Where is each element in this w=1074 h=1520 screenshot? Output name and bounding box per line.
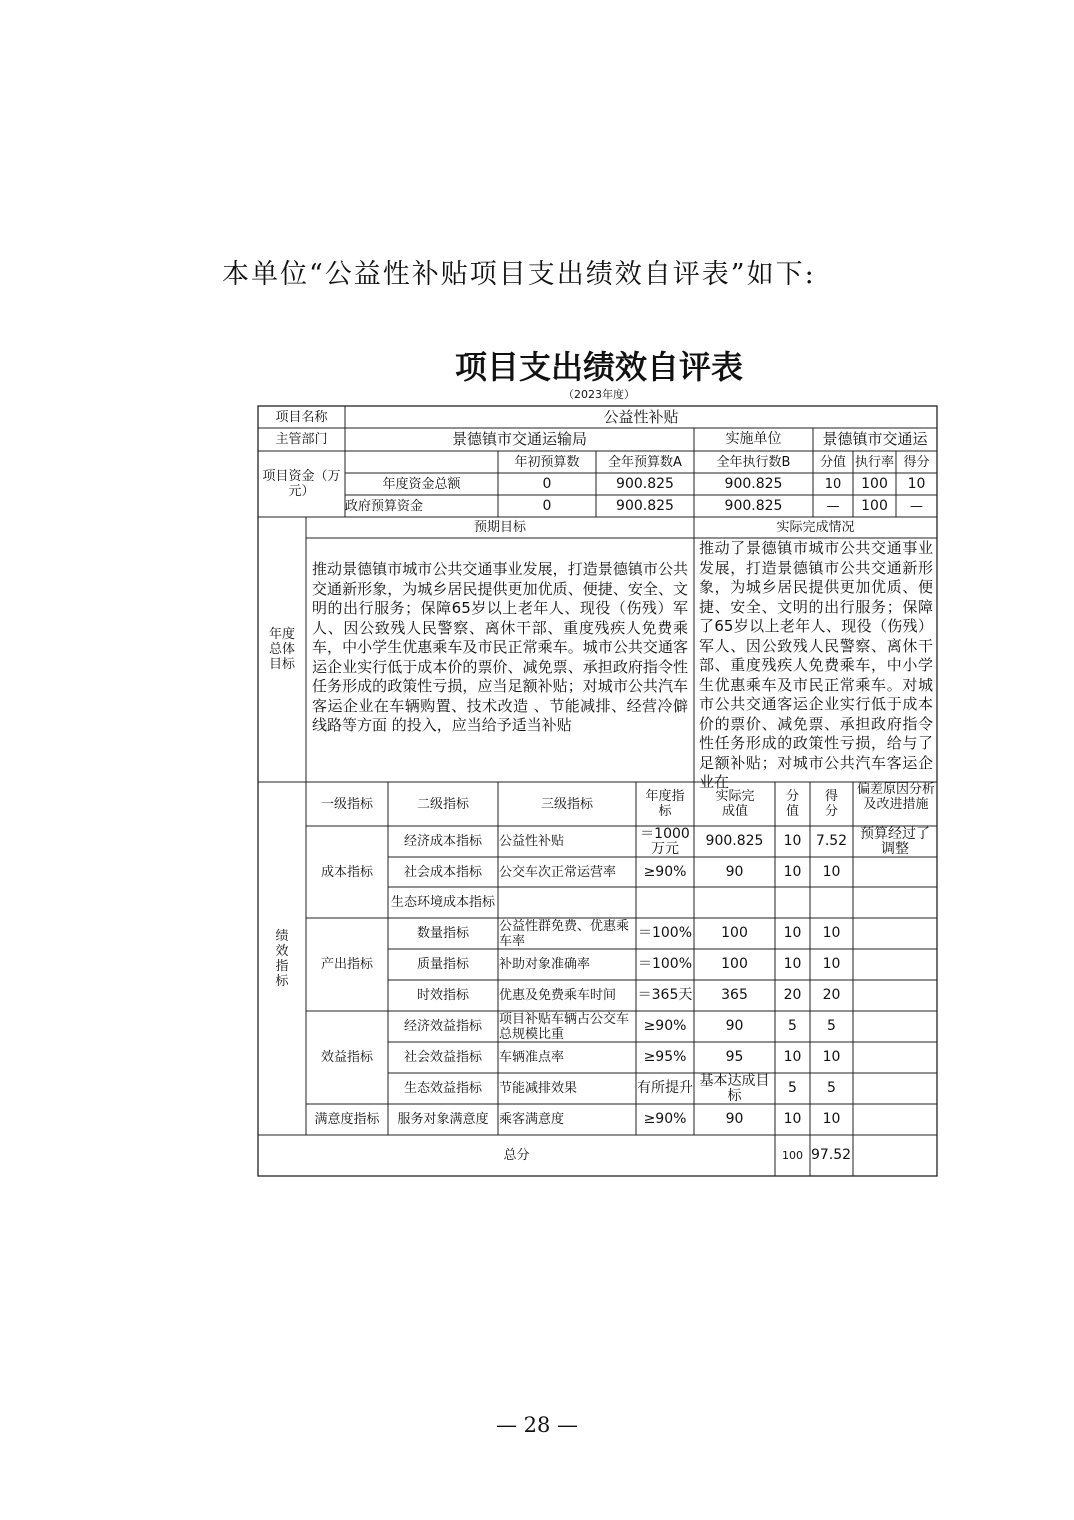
indicator-row-3-actual	[695, 887, 774, 918]
indicators-section-label: 绩效指标	[275, 928, 289, 989]
indicator-row-7-reason	[854, 1011, 936, 1042]
group-output: 产出指标	[320, 957, 373, 972]
indicator-row-2-l2: 社会成本指标	[403, 865, 482, 880]
dept-value: 景德镇市交通运输局	[451, 430, 587, 448]
page-number: — 28 —	[495, 1413, 579, 1437]
goals-section-label: 年度总体目标	[268, 627, 295, 672]
indicator-row-8-l3: 车辆准点率	[499, 1050, 565, 1065]
col-score: 得分	[903, 454, 930, 470]
indicator-row-1-actual: 900.825	[705, 833, 764, 849]
indicator-row-1-score: 7.52	[815, 833, 848, 849]
col-l2: 二级指标	[416, 796, 469, 812]
col-full-budget: 全年预算数A	[608, 454, 682, 470]
indicator-row-5-reason	[854, 949, 936, 980]
actual-goals-text: 推动了景德镇市城市公共交通事业发展，打造景德镇市公共交通新形象，为城乡居民提供更加优质、便捷、安全、文明的出行服务；保障了65岁以上老年人、现役（伤残）军人、因公致残人民警察、离休干部、重度残疾人免费乘车，中小学生优惠乘车及市民正常乘车。对城市公共交通客运企业实行低于成本价的票价、减免票、承担政府指令性任务形成的政策性亏损，给与了足额补贴；对城市公共汽车客运企业在	[699, 539, 933, 791]
indicator-row-3-score	[811, 887, 852, 918]
indicator-row-3-l2: 生态环境成本指标	[390, 895, 495, 910]
total-weight: 10	[824, 476, 842, 492]
indicator-row-5-actual: 100	[721, 956, 748, 972]
indicator-row-7-weight: 5	[788, 1018, 797, 1034]
col-l1: 一级指标	[320, 796, 373, 812]
dept-label: 主管部门	[275, 432, 328, 447]
total-score-sum: 97.52	[810, 1147, 852, 1163]
total-funds-label: 年度资金总额	[382, 476, 461, 492]
indicator-row-5-target: ＝100%	[637, 956, 693, 972]
total-full: 900.825	[616, 475, 674, 492]
indicator-row-5-l2: 质量指标	[416, 957, 469, 972]
indicator-row-7-actual: 90	[725, 1018, 744, 1034]
gov-rate: 100	[861, 497, 888, 514]
indicator-row-10-l2: 服务对象满意度	[397, 1112, 489, 1127]
indicator-row-4-actual: 100	[721, 925, 748, 941]
indicator-row-4-weight: 10	[783, 925, 802, 941]
impl-value: 景德镇市交通运	[822, 430, 928, 448]
indicator-row-1-l3: 公益性补贴	[499, 834, 565, 849]
impl-label: 实施单位	[725, 431, 782, 447]
indicator-row-6-score: 20	[822, 987, 841, 1003]
indicator-row-8-weight: 10	[783, 1049, 802, 1065]
col-exec-rate: 执行率	[854, 454, 894, 470]
indicator-row-5-weight: 10	[783, 956, 802, 972]
indicator-row-7-target: ≥90%	[643, 1018, 687, 1034]
indicator-row-3-weight	[776, 887, 809, 918]
indicator-row-8-actual: 95	[725, 1049, 744, 1065]
total-label: 总分	[503, 1148, 530, 1163]
indicator-row-9-weight: 5	[788, 1080, 797, 1096]
indicator-row-4-target: ＝100%	[637, 925, 693, 941]
col-target: 年度指标	[645, 789, 685, 819]
gov-full: 900.825	[616, 497, 674, 514]
indicator-row-1-reason: 预算经过了调整	[860, 825, 930, 857]
indicator-row-5-score: 10	[822, 956, 841, 972]
indicator-row-6-reason	[854, 980, 936, 1011]
col-weight: 分值	[785, 789, 799, 819]
indicator-row-6-weight: 20	[783, 987, 802, 1003]
col-executed: 全年执行数B	[716, 454, 791, 470]
indicator-row-10-actual: 90	[725, 1111, 744, 1127]
actual-goals-header: 实际完成情况	[776, 520, 855, 535]
indicator-row-1-weight: 10	[783, 833, 802, 849]
indicator-row-4-score: 10	[822, 925, 841, 941]
total-rate: 100	[861, 475, 888, 492]
group-satisfaction: 满意度指标	[314, 1112, 380, 1127]
indicator-row-5-l3: 补助对象准确率	[499, 957, 591, 972]
table-year-text: （2023年度）	[563, 388, 635, 401]
indicator-row-10-l3: 乘客满意度	[499, 1112, 565, 1127]
indicator-row-6-l3: 优惠及免费乘车时间	[499, 988, 617, 1003]
total-initial: 0	[542, 475, 552, 492]
indicator-row-10-weight: 10	[783, 1111, 802, 1127]
indicator-row-9-l2: 生态效益指标	[403, 1081, 482, 1096]
gov-score: —	[910, 498, 923, 514]
indicator-row-4-l3: 公益性群免费、优惠乘车率	[499, 918, 630, 949]
indicator-row-10-target: ≥90%	[643, 1111, 687, 1127]
indicator-row-6-actual: 365	[721, 987, 748, 1003]
indicator-row-10-reason	[854, 1104, 936, 1135]
indicator-row-1-l2: 经济成本指标	[403, 834, 482, 849]
col-actual: 实际完成值	[715, 789, 755, 819]
indicator-row-2-score: 10	[822, 864, 841, 880]
indicator-row-8-score: 10	[822, 1049, 841, 1065]
indicator-row-3-reason	[854, 887, 936, 918]
group-benefit: 效益指标	[320, 1050, 373, 1065]
indicator-row-9-l3: 节能减排效果	[499, 1081, 578, 1096]
indicator-row-3-target	[637, 887, 693, 918]
col-ind-score: 得分	[824, 789, 838, 819]
gov-funds-label: 政府预算资金	[345, 498, 424, 514]
indicator-row-8-reason	[854, 1042, 936, 1073]
indicator-row-4-l2: 数量指标	[416, 926, 469, 941]
col-l3: 三级指标	[540, 796, 593, 812]
gov-initial: 0	[542, 497, 552, 514]
indicator-row-9-reason	[854, 1073, 936, 1104]
total-exec: 900.825	[724, 475, 783, 492]
indicator-row-7-l2: 经济效益指标	[403, 1019, 482, 1034]
expected-goals-text: 推动景德镇市城市公共交通事业发展，打造景德镇市公共交通新形象，为城乡居民提供更加优质、便捷、安全、文明的出行服务；保障65岁以上老年人、现役（伤残）军人、因公致残人民警察、离休干部、重度残疾人免费乘车，中小学生优惠乘车及市民正常乘车。城市公共交通客运企业实行低于成本价的票价、减免票、承担政府指令性任务形成的政策性亏损，应当足额补贴；对城市公共汽车客运企业在车辆购置、技术改造 、节能减排、经营冷僻线路等方面 的投入，应当给予适当补贴	[312, 560, 688, 734]
col-score-weight: 分值	[819, 454, 846, 470]
group-cost: 成本指标	[320, 864, 373, 880]
indicator-row-9-target: 有所提升	[637, 1080, 693, 1096]
indicator-row-8-target: ≥95%	[643, 1049, 687, 1065]
indicator-row-1-target: ＝1000万元	[640, 825, 690, 857]
expected-goals-header: 预期目标	[473, 520, 526, 535]
funds-label: 项目资金（万元）	[262, 469, 341, 499]
col-initial-budget: 年初预算数	[514, 454, 580, 470]
indicator-row-2-actual: 90	[725, 864, 744, 880]
project-name-label: 项目名称	[275, 409, 328, 425]
indicator-row-9-score: 5	[827, 1080, 836, 1096]
project-name-value: 公益性补贴	[603, 407, 679, 426]
indicator-row-3-l3	[499, 887, 635, 918]
indicator-row-10-score: 10	[822, 1111, 841, 1127]
col-reason: 偏差原因分析及改进措施	[857, 782, 936, 812]
indicator-row-9-actual: 基本达成目标	[699, 1072, 770, 1104]
indicator-row-8-l2: 社会效益指标	[403, 1050, 482, 1065]
indicator-row-4-reason	[854, 918, 936, 949]
indicator-row-6-l2: 时效指标	[416, 988, 469, 1003]
table-title-text: 项目支出绩效自评表	[454, 348, 743, 386]
total-weight-sum: 100	[782, 1149, 803, 1162]
indicator-row-7-l3: 项目补贴车辆占公交车总规模比重	[499, 1011, 630, 1042]
indicator-row-2-target: ≥90%	[643, 864, 687, 880]
gov-exec: 900.825	[724, 497, 783, 514]
indicator-row-7-score: 5	[827, 1018, 836, 1034]
total-score: 10	[907, 475, 926, 492]
gov-weight: —	[826, 498, 840, 514]
indicator-row-2-reason	[854, 857, 936, 888]
indicator-row-2-l3: 公交车次正常运营率	[499, 865, 617, 880]
intro-text: 本单位“公益性补贴项目支出绩效自评表”如下:	[222, 259, 816, 290]
indicator-row-2-weight: 10	[783, 864, 802, 880]
indicator-row-6-target: ＝365天	[637, 987, 693, 1003]
